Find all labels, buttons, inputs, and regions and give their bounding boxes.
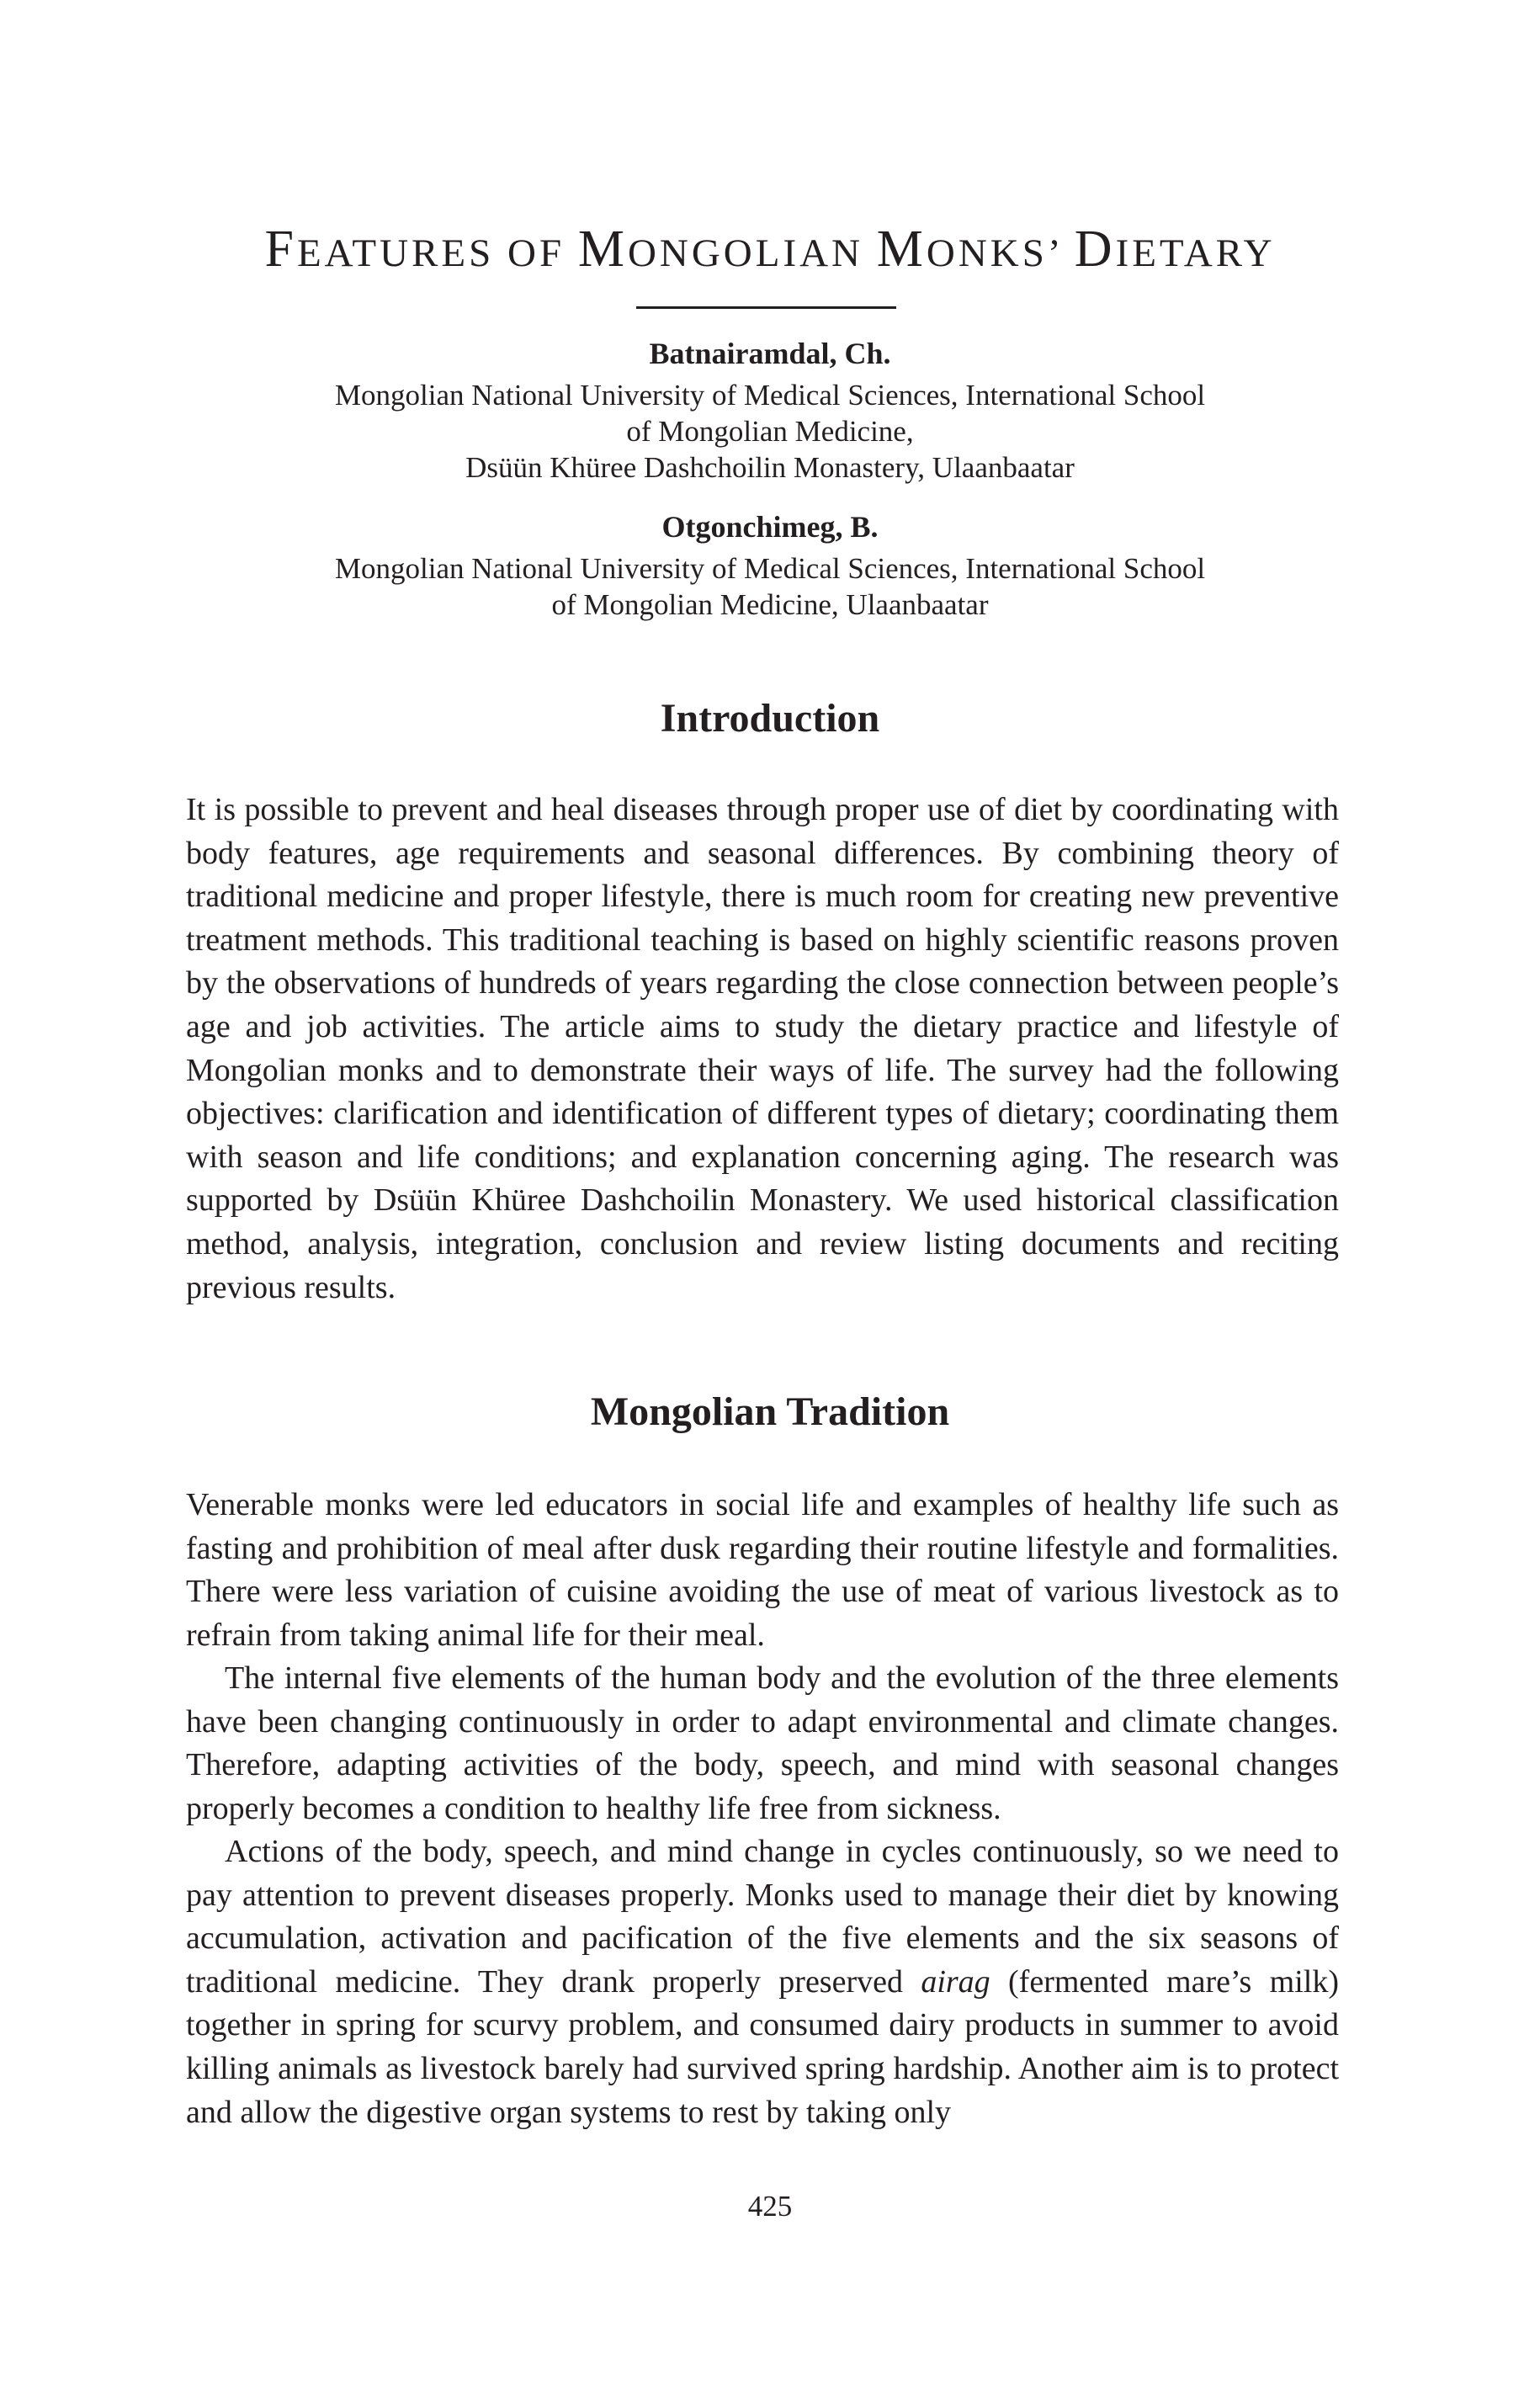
paragraph-text: (fermented mare’s milk) together in spring for scurvy problem, and consumed dairy products in summer to avoid killing animals as livestock barely had survived spring hardship. Another aim is to protect and allow the digestive organ systems to rest by taking only — [186, 1963, 1339, 2130]
paper-title: FEATURES OF MONGOLIAN MONKS’ DIETARY — [264, 220, 1276, 278]
title-rule — [636, 306, 896, 309]
author-block-2 — [0, 508, 1540, 623]
affiliation-line: Mongolian National University of Medical Sciences, International School — [334, 379, 1206, 412]
page-number: 425 — [747, 2190, 793, 2223]
italic-term: airag — [921, 1963, 990, 2000]
affiliation-line: of Mongolian Medicine, — [626, 415, 914, 448]
introduction-paragraph: It is possible to prevent and heal diseases through proper use of diet by coordinating with body features, age requirements and seasonal differences. By combining theory of traditional medicine and proper lifestyle, there is much room for creating new preventive treatment methods. This traditional teaching is based on highly scientific reasons proven by the observations of hundreds of years regarding the close connection between people’s age and job activities. The article aims to study the dietary practice and lifestyle of Mongolian monks and to demonstrate their ways of life. The survey had the following objectives: clarification and identification of different types of dietary; coordinating them with season and life conditions; and explanation concerning aging. The research was supported by Dsüün Khüree Dashchoilin Monastery. We used historical classification method, analysis, integration, conclusion and review listing documents and reciting previous results. — [186, 792, 1339, 1305]
tradition-paragraph-3 — [186, 1830, 1339, 2134]
paragraph-text: Actions of the body, speech, and mind change in cycles continuously, so we need to pay attention to prevent diseases properly. Monks used to manage their diet by knowing accumulation, activation and pacification of the five elements and the six seasons of traditional medicine. They drank properly preserved — [186, 1834, 1339, 2000]
section-heading-introduction: Introduction — [660, 696, 880, 741]
author-block-1 — [0, 335, 1540, 486]
author-name: Batnairamdal, Ch. — [649, 337, 891, 370]
author-name: Otgonchimeg, B. — [661, 510, 879, 544]
section-heading-mongolian-tradition: Mongolian Tradition — [590, 1389, 950, 1434]
author-affiliation — [0, 377, 1540, 486]
affiliation-line: Mongolian National University of Medical Sciences, International School — [334, 552, 1206, 585]
author-affiliation — [0, 550, 1540, 623]
tradition-paragraph-1: Venerable monks were led educators in social life and examples of healthy life such as fasting and prohibition of meal after dusk regarding their routine lifestyle and formalities. There were less variation of cuisine avoiding the use of meat of various livestock as to refrain from taking animal life for their meal. — [186, 1487, 1339, 1653]
affiliation-line: Dsüün Khüree Dashchoilin Monastery, Ulaanbaatar — [465, 451, 1075, 484]
tradition-paragraph-2: The internal five elements of the human body and the evolution of the three elements have been changing continuously in order to adapt environmental and climate changes. Therefore, adapting activities of the body, speech, and mind with seasonal changes properly becomes a condition to healthy life free from sickness. — [186, 1660, 1339, 1826]
affiliation-line: of Mongolian Medicine, Ulaanbaatar — [551, 588, 989, 621]
